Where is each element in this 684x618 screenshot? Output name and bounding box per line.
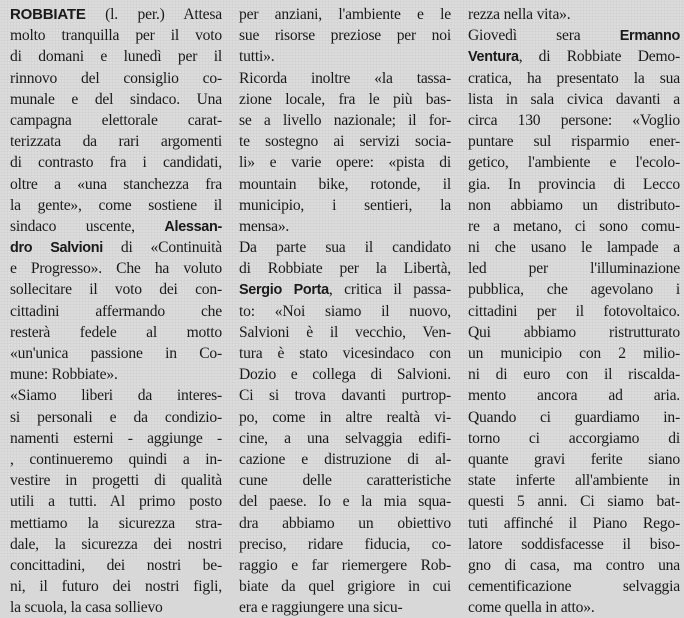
- person-name: Ermanno: [619, 28, 680, 45]
- text-line: [10, 110, 222, 131]
- line-text: torno ci accorgiamo di: [468, 429, 680, 447]
- line-text: zione locale, fra le più bas-: [239, 90, 451, 108]
- text-line: [468, 491, 680, 512]
- person-name: Alessan-: [164, 218, 222, 235]
- text-line: [468, 174, 680, 195]
- text-line: [239, 174, 451, 195]
- text-line: [239, 491, 451, 512]
- text-line: [239, 364, 451, 385]
- text-line: [239, 152, 451, 173]
- line-text: mountain bike, rotonde, il: [239, 175, 451, 193]
- text-line: [239, 237, 451, 258]
- line-text: raggio e far riemergere Rob-: [239, 556, 451, 574]
- location-kicker: ROBBIATE: [10, 6, 86, 23]
- line-text: municipio, i sentieri, la: [239, 196, 451, 214]
- text-line: [239, 301, 451, 322]
- line-text: mune: Robbiate».: [10, 366, 118, 384]
- text-line: [239, 428, 451, 449]
- text-line: [10, 513, 222, 534]
- text-line: [10, 301, 222, 322]
- line-text: li» e varie opere: «pista di: [239, 154, 451, 172]
- line-text: led per l'illuminazione: [468, 260, 680, 278]
- line-text: cementificazione selvaggia: [468, 578, 680, 596]
- line-text: tura è stato vicesindaco con: [239, 345, 451, 362]
- line-text: molto tranquilla per il voto: [10, 27, 222, 45]
- text-line: [468, 279, 680, 300]
- line-text: Quando ci guardiamo in-: [468, 408, 680, 426]
- line-text: di Robbiate per la Libertà,: [239, 260, 451, 278]
- line-text: gno di casa, ma contro una: [468, 556, 680, 574]
- line-text: po, come in altre realtà vi-: [239, 408, 451, 426]
- text-line: [468, 46, 680, 67]
- text-line: [10, 343, 222, 364]
- line-text: se a livello nazionale; il for-: [239, 111, 451, 129]
- line-text: circa 130 persone: «Voglio: [468, 111, 680, 129]
- text-line: [10, 4, 222, 25]
- text-line: [10, 449, 222, 470]
- text-line: [239, 89, 451, 110]
- line-text: campagna elettorale carat-: [10, 111, 222, 129]
- line-text: mento ancora ad aria.: [468, 387, 680, 405]
- text-line: [10, 279, 222, 300]
- text-line: [468, 534, 680, 555]
- text-line: [239, 385, 451, 406]
- line-text: del paese. Io e la mia squa-: [239, 493, 451, 511]
- text-line: [239, 216, 451, 237]
- line-text: cittadini affermando che: [10, 302, 222, 320]
- text-line: [468, 216, 680, 237]
- text-line: [239, 513, 451, 534]
- line-text: (l. per.) Attesa: [85, 6, 222, 23]
- line-text: dale, la sicurezza dei nostri: [10, 535, 222, 553]
- text-line: [468, 322, 680, 343]
- line-text: cine, a una selvaggia edifi-: [239, 429, 451, 447]
- text-line: [10, 68, 222, 89]
- text-line: [10, 216, 222, 237]
- line-text: Giovedì sera: [468, 27, 620, 45]
- line-text: , di Robbiate Demo-: [518, 48, 680, 66]
- line-text: vestire in progetti di qualità: [10, 472, 222, 490]
- line-text: mensa».: [239, 217, 290, 235]
- line-text: oltre a «una stanchezza fra: [10, 175, 222, 193]
- line-text: resterà fedele al motto: [10, 323, 222, 341]
- text-line: [468, 25, 680, 46]
- text-line: [468, 555, 680, 576]
- line-text: latore soddisfacesse il biso-: [468, 535, 680, 553]
- line-text: utili a tutti. Al primo posto: [10, 493, 222, 511]
- text-line: [468, 110, 680, 131]
- text-line: [10, 25, 222, 46]
- line-text: sue risorse preziose per noi: [239, 27, 451, 45]
- line-text: cratica, ha presentato la sua: [468, 69, 680, 87]
- line-text: Qui abbiamo ristrutturato: [468, 323, 680, 341]
- text-line: [468, 343, 680, 364]
- line-text: getico, l'ambiente e l'ecolo-: [468, 154, 680, 172]
- line-text: ni di euro con il riscalda-: [468, 366, 680, 384]
- text-line: [10, 470, 222, 491]
- text-line: [10, 534, 222, 555]
- text-line: [239, 258, 451, 279]
- line-text: sollecitare il voto dei con-: [10, 281, 222, 299]
- line-text: cazione e distruzione di al-: [239, 450, 451, 468]
- line-text: come quella in atto».: [468, 599, 595, 617]
- line-text: si personali e da condizio-: [10, 408, 222, 426]
- person-name: dro Salvioni: [10, 240, 103, 257]
- line-text: , critica il passa-: [328, 281, 451, 299]
- text-line: [468, 301, 680, 322]
- text-line: [239, 110, 451, 131]
- text-line: [239, 131, 451, 152]
- text-line: [10, 237, 222, 258]
- text-line: [239, 68, 451, 89]
- line-text: tutti».: [239, 48, 275, 66]
- line-text: to: «Noi siamo il nuovo,: [239, 302, 451, 320]
- line-text: gia. In provincia di Lecco: [468, 175, 680, 193]
- line-text: quante gravi ferite siano: [468, 450, 680, 468]
- person-name: Sergio Porta: [239, 282, 329, 299]
- line-text: pubblica, che agevolano i: [468, 281, 680, 299]
- text-line: [239, 449, 451, 470]
- text-line: [10, 407, 222, 428]
- text-line: [239, 195, 451, 216]
- line-text: dra abbiamo un obiettivo: [239, 514, 451, 532]
- text-line: [468, 385, 680, 406]
- line-text: Ci si trova davanti purtrop-: [239, 387, 451, 405]
- text-line: [239, 597, 451, 618]
- text-line: [239, 576, 451, 597]
- line-text: e Progresso». Che ha voluto: [10, 260, 222, 278]
- line-text: «un'unica passione in Co-: [10, 345, 222, 362]
- line-text: Salvioni è il vecchio, Ven-: [239, 323, 451, 341]
- text-line: [468, 131, 680, 152]
- line-text: ni che usano le lampade a: [468, 239, 680, 257]
- text-line: [10, 195, 222, 216]
- line-text: mettiamo la sicurezza stra-: [10, 514, 222, 532]
- line-text: di domani e lunedì per il: [10, 48, 222, 66]
- line-text: era e raggiungere una sicu-: [239, 599, 403, 617]
- text-line: [10, 131, 222, 152]
- text-line: [10, 152, 222, 173]
- line-text: Da parte sua il candidato: [239, 239, 451, 257]
- text-line: [10, 46, 222, 67]
- text-line: [468, 470, 680, 491]
- line-text: biate da quel grigiore in cui: [239, 578, 451, 596]
- text-line: [10, 597, 222, 618]
- text-line: [10, 364, 222, 385]
- line-text: Dozio e collega di Salvioni.: [239, 366, 451, 384]
- person-name: Ventura: [468, 49, 519, 66]
- line-text: cittadini per il fotovoltaico.: [468, 302, 680, 320]
- text-line: [10, 555, 222, 576]
- line-text: lista in sala civica davanti a: [468, 90, 680, 108]
- text-line: [468, 4, 680, 25]
- line-text: concittadini, dei nostri be-: [10, 556, 222, 574]
- line-text: Ricorda inoltre «la tassa-: [239, 69, 451, 87]
- text-line: [468, 258, 680, 279]
- text-line: [239, 322, 451, 343]
- line-text: cune delle caratteristiche: [239, 472, 451, 490]
- line-text: rinnovo del consiglio co-: [10, 69, 222, 87]
- text-line: [10, 89, 222, 110]
- text-line: [239, 25, 451, 46]
- text-line: [10, 322, 222, 343]
- column-1: [10, 4, 222, 617]
- text-line: [468, 152, 680, 173]
- text-line: [468, 237, 680, 258]
- text-line: [10, 428, 222, 449]
- line-text: terizzata da rari argomenti: [10, 133, 222, 151]
- column-3: [468, 4, 680, 617]
- text-line: [468, 89, 680, 110]
- line-text: ni, il futuro dei nostri figli,: [10, 578, 222, 596]
- text-line: [468, 428, 680, 449]
- line-text: non abbiamo un distributo-: [468, 196, 680, 214]
- text-line: [10, 385, 222, 406]
- line-text: «Siamo liberi da interes-: [10, 387, 222, 405]
- line-text: preciso, ridare fiducia, co-: [239, 535, 451, 553]
- text-line: [239, 534, 451, 555]
- line-text: rezza nella vita».: [468, 6, 571, 23]
- text-line: [468, 195, 680, 216]
- text-line: [468, 513, 680, 534]
- line-text: questi 5 anni. Ci siamo bat-: [468, 493, 680, 511]
- line-text: un municipio con 2 milio-: [468, 345, 680, 362]
- text-line: [239, 279, 451, 300]
- line-text: di «Continuità: [102, 239, 222, 257]
- line-text: la scuola, la casa sollievo: [10, 599, 163, 617]
- text-line: [239, 4, 451, 25]
- column-2: [239, 4, 451, 617]
- line-text: re a metano, ci sono comu-: [468, 217, 680, 235]
- text-line: [239, 555, 451, 576]
- line-text: sindaco uscente,: [10, 217, 165, 235]
- text-line: [10, 491, 222, 512]
- text-line: [468, 449, 680, 470]
- line-text: puntare sul risparmio ener-: [468, 133, 680, 151]
- line-text: di contrasto fra i candidati,: [10, 154, 222, 172]
- line-text: te sostegno ai servizi socia-: [239, 133, 451, 151]
- text-line: [239, 407, 451, 428]
- line-text: , continueremo quindi a in-: [10, 450, 222, 468]
- line-text: per anziani, l'ambiente e le: [239, 6, 451, 23]
- text-line: [468, 407, 680, 428]
- text-line: [239, 343, 451, 364]
- line-text: munale e del sindaco. Una: [10, 90, 222, 108]
- line-text: state inferte all'ambiente in: [468, 472, 680, 490]
- line-text: namenti esterni - aggiunge -: [10, 429, 222, 447]
- text-line: [10, 576, 222, 597]
- text-line: [468, 597, 680, 618]
- text-line: [239, 46, 451, 67]
- text-line: [10, 174, 222, 195]
- line-text: la gente», come sostiene il: [10, 196, 222, 214]
- text-line: [468, 68, 680, 89]
- line-text: tuti affinché il Piano Rego-: [468, 514, 680, 532]
- text-line: [10, 258, 222, 279]
- text-line: [468, 576, 680, 597]
- text-line: [468, 364, 680, 385]
- text-line: [239, 470, 451, 491]
